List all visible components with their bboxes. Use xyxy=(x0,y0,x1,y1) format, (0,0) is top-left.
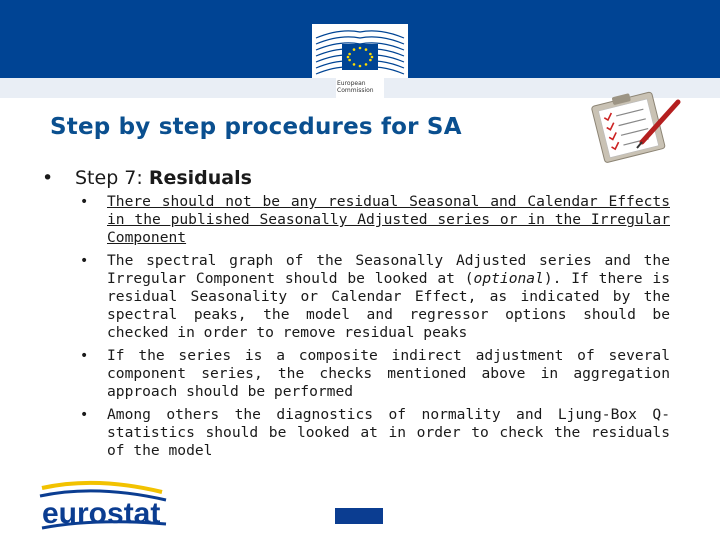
bullet-dot: • xyxy=(80,348,89,364)
step-heading xyxy=(42,167,252,189)
eurostat-logo-text: eurostat xyxy=(42,497,161,530)
footer-block xyxy=(335,508,383,524)
list-item-text: There should not be any residual Seasonal and Calendar Effects in the published Seasonally Adjusted series or in the Irregular Component xyxy=(107,193,670,246)
list-item-text-part: The spectral graph of the Seasonally Adjusted series and the Irregular Component should be looked at ( xyxy=(107,252,670,287)
list-item xyxy=(80,193,670,247)
slide-title: Step by step procedures for SA xyxy=(50,114,462,140)
eurostat-logo-icon xyxy=(36,478,172,534)
residuals-list xyxy=(80,193,670,465)
clipboard-checklist-icon xyxy=(580,90,688,168)
step-bullet: • xyxy=(42,167,54,189)
list-item-text-part: ). If there is residual Seasonality or Calendar Effect, as indicated by the spectral peaks, the model and regressor options should be checked in order to remove residual peaks xyxy=(107,270,671,341)
caption-line-2: Commission xyxy=(337,87,374,94)
list-item-text: Among others the diagnostics of normality and Ljung-Box Q-statistics should be looked at in order to check the residuals of the model xyxy=(107,406,670,459)
step-title: Residuals xyxy=(148,167,252,189)
list-item xyxy=(80,252,670,342)
bullet-dot: • xyxy=(80,194,89,210)
step-prefix: Step 7: xyxy=(75,167,149,189)
list-item xyxy=(80,406,670,460)
caption-line-1: European xyxy=(337,80,366,87)
bullet-dot: • xyxy=(80,407,89,423)
bullet-dot: • xyxy=(80,253,89,269)
list-item xyxy=(80,347,670,401)
list-item-text xyxy=(107,252,670,341)
european-commission-caption xyxy=(337,80,385,94)
list-item-text: If the series is a composite indirect adjustment of several component series, the checks mentioned above in aggregation approach should be performed xyxy=(107,347,670,400)
list-item-italic: optional xyxy=(473,270,544,287)
